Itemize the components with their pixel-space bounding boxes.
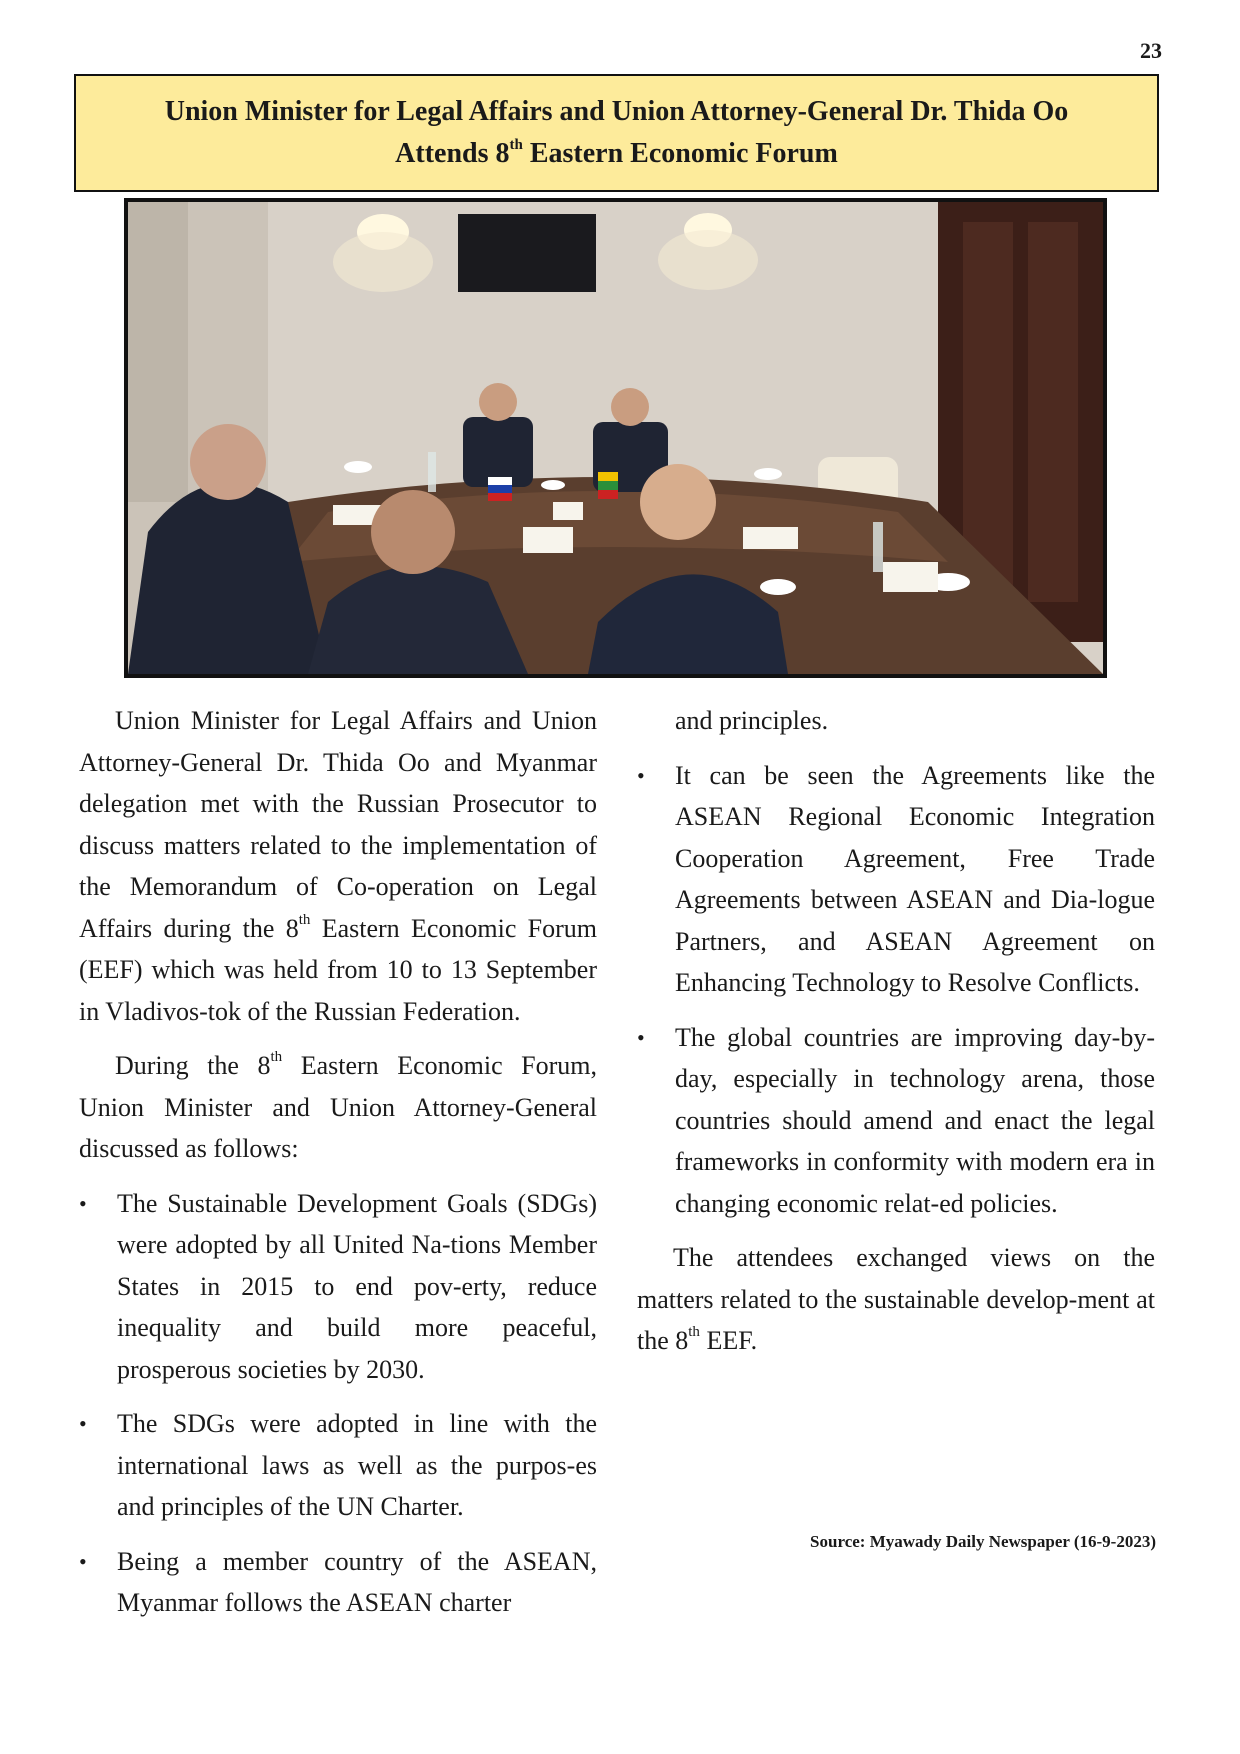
- closing-paragraph: The attendees exchanged views on the matters related to the sustainable develop-ment at the 8th EEF.: [637, 1243, 1155, 1355]
- right-column: [637, 700, 1155, 1375]
- intro-paragraph: Union Minister for Legal Affairs and Union Attorney-General Dr. Thida Oo and Myanmar delegation met with the Russian Prosecutor to discuss matters related to the implementation of the Memorandum of Co-operation on Legal Affairs during the 8th Eastern Economic Forum (EEF) which was held from 10 to 13 September in Vladivos-tok of the Russian Federation.: [79, 706, 598, 1026]
- discussion-bullet-list-continued: [637, 755, 1155, 1225]
- page-number: 23: [1140, 38, 1162, 63]
- bullet-item: • It can be seen the Agreements like the ASEAN Regional Economic Integration Cooperation Agreement, Free Trade Agreements between ASEAN and Dia-logue Partners, and ASEAN Agreement on Enhancing Technology to Resolve Conflicts.: [637, 755, 1155, 1004]
- source-credit: Source: Myawady Daily Newspaper (16-9-2023): [810, 1532, 1156, 1551]
- meeting-photo: [124, 198, 1107, 678]
- bullet-item: • The global countries are improving day-by-day, especially in technology arena, those countries should amend and enact the legal frameworks in conformity with modern era in changing economic relat-ed policies.: [637, 1017, 1155, 1225]
- left-column: [79, 700, 597, 1637]
- discussion-intro-paragraph: During the 8th Eastern Economic Forum, Union Minister and Union Attorney-General discussed as follows:: [79, 1049, 597, 1163]
- meeting-photo-illustration: [128, 202, 1103, 674]
- bullet-continuation: and principles.: [675, 706, 829, 735]
- bullet-item: • Being a member country of the ASEAN, Myanmar follows the ASEAN charter: [79, 1541, 597, 1624]
- bullet-item: • The Sustainable Development Goals (SDGs) were adopted by all United Na-tions Member States in 2015 to end pov-erty, reduce inequality and build more peaceful, prosperous societies by 2030.: [79, 1183, 597, 1391]
- article-title-line1: Union Minister for Legal Affairs and Union Attorney-General Dr. Thida Oo: [164, 96, 1069, 127]
- discussion-bullet-list: [79, 1183, 597, 1624]
- bullet-item: • The SDGs were adopted in line with the international laws as well as the purpos-es and principles of the UN Charter.: [79, 1403, 597, 1528]
- article-title-box: [74, 74, 1159, 192]
- article-title-line2: Attends 8th Eastern Economic Forum: [395, 136, 838, 169]
